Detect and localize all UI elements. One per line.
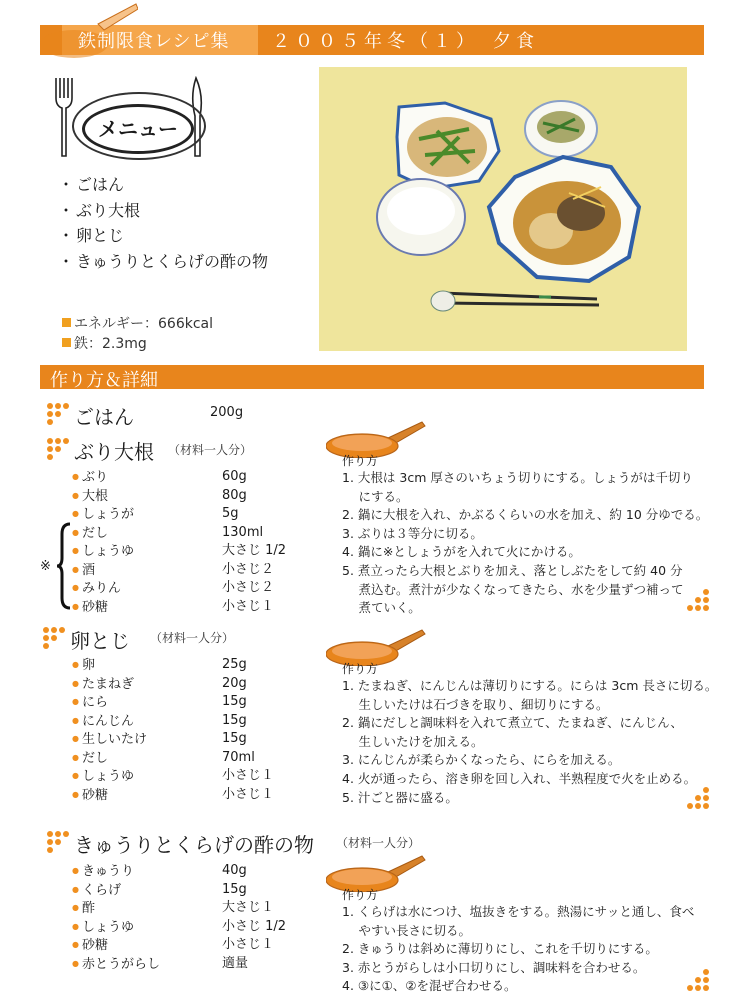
ingredient-name: ● みりん xyxy=(72,579,222,598)
rice-amount: 200g xyxy=(210,405,244,420)
menu-item: ・ ごはん xyxy=(58,172,268,198)
ingredient-row xyxy=(72,579,286,598)
meal-photo xyxy=(319,67,687,351)
ingredient-row xyxy=(72,918,286,937)
energy-text: エネルギー：666kcal xyxy=(74,316,213,332)
menu-list xyxy=(58,172,268,274)
orange-dots-icon xyxy=(686,968,710,992)
ingredient-row xyxy=(72,767,274,786)
sunomono-steps xyxy=(342,903,694,996)
ingredient-name: ● 赤とうがらし xyxy=(72,955,222,974)
tamago-title: 卵とじ xyxy=(70,629,130,653)
ingredient-name: ● 大根 xyxy=(72,487,222,506)
tamago-note: （材料一人分） xyxy=(150,631,235,645)
ingredient-name: ● 砂糖 xyxy=(72,598,222,617)
ingredient-name: ● だし xyxy=(72,749,222,768)
ingredient-name: ● くらげ xyxy=(72,881,222,900)
ingredient-row xyxy=(72,862,286,881)
buri-note: （材料一人分） xyxy=(168,443,253,457)
ingredient-qty: 適量 xyxy=(222,955,249,971)
section-title: 作り方＆詳細 xyxy=(50,370,158,391)
step-line: 4. 鍋に※としょうがを入れて火にかける。 xyxy=(342,544,581,560)
ingredient-name: ● にら xyxy=(72,693,222,712)
ingredient-row xyxy=(72,524,286,543)
ingredient-name: ● きゅうり xyxy=(72,862,222,881)
step-line: 5. 汁ごと器に盛る。 xyxy=(342,789,458,805)
header-title: 鉄制限食レシピ集 xyxy=(78,31,230,52)
ingredient-name: ● 砂糖 xyxy=(72,936,222,955)
sunomono-note: （材料一人分） xyxy=(336,836,421,850)
rice-title: ごはん xyxy=(74,405,134,429)
fork-icon xyxy=(52,76,76,158)
ingredient-row xyxy=(72,730,274,749)
step-line: 4. ③に①、②を混ぜ合わせる。 xyxy=(342,978,517,994)
ingredient-qty: 小さじ１ xyxy=(222,937,275,952)
sunomono-ingredients xyxy=(72,862,286,973)
menu-item: ・ 卵とじ xyxy=(58,223,268,249)
step-line: 煮ていく。 xyxy=(342,600,421,616)
step-line: 3. にんじんが柔らかくなったら、にらを加える。 xyxy=(342,752,621,768)
ingredient-row xyxy=(72,675,274,694)
ingredient-row xyxy=(72,881,286,900)
seasoning-brace xyxy=(56,522,72,610)
buri-steps xyxy=(342,469,708,618)
seasoning-mark: ※ xyxy=(40,559,51,574)
ingredient-qty: 小さじ１ xyxy=(222,768,275,783)
ingredient-qty: 小さじ 1/2 xyxy=(222,918,287,934)
ingredient-qty: 15g xyxy=(222,881,247,897)
ingredient-name: ● ぶり xyxy=(72,468,222,487)
ingredient-row xyxy=(72,693,274,712)
ingredient-name: ● 酢 xyxy=(72,899,222,918)
step-line: 生しいたけを加える。 xyxy=(342,733,484,749)
header-subtitle: ２００５年冬（１） 夕食 xyxy=(272,31,539,52)
buri-title: ぶり大根 xyxy=(74,440,154,464)
orange-dots-icon xyxy=(46,437,70,461)
ingredient-name: ● にんじん xyxy=(72,712,222,731)
ingredient-qty: 15g xyxy=(222,731,247,746)
ingredient-qty: 130ml xyxy=(222,524,264,540)
ingredient-qty: 60g xyxy=(222,469,247,484)
ingredient-qty: 80g xyxy=(222,487,247,503)
menu-item: ・ きゅうりとくらげの酢の物 xyxy=(58,249,268,275)
orange-dots-icon xyxy=(46,402,70,426)
ingredient-name: ● しょうゆ xyxy=(72,918,222,937)
ingredient-qty: 大さじ 1/2 xyxy=(222,543,287,558)
step-line: 4. 火が通ったら、溶き卵を回し入れ、半熟程度で火を止める。 xyxy=(342,770,697,786)
step-line: 3. ぶりは３等分に切る。 xyxy=(342,525,483,541)
buri-ingredients xyxy=(72,468,286,616)
orange-dots-icon xyxy=(686,588,710,612)
tamago-steps xyxy=(342,677,717,807)
ingredient-name: ● 生しいたけ xyxy=(72,730,222,749)
ingredient-row xyxy=(72,561,286,580)
ingredient-qty: 小さじ２ xyxy=(222,561,275,577)
ingredient-qty: 20g xyxy=(222,675,247,691)
ingredient-name: ● しょうゆ xyxy=(72,767,222,786)
menu-item: ・ ぶり大根 xyxy=(58,198,268,224)
step-line: 3. 赤とうがらしは小口切りにし、調味料を合わせる。 xyxy=(342,959,646,975)
ingredient-row xyxy=(72,899,286,918)
menu-label: メニュー xyxy=(98,117,178,141)
energy-info xyxy=(62,313,213,333)
ingredient-name: ● 卵 xyxy=(72,656,222,675)
ingredient-name: ● しょうが xyxy=(72,505,222,524)
ingredient-row xyxy=(72,505,286,524)
step-line: やすい長さに切る。 xyxy=(342,922,471,938)
ingredient-name: ● だし xyxy=(72,524,222,543)
ingredient-row xyxy=(72,712,274,731)
orange-dots-icon xyxy=(42,626,66,650)
ingredient-qty: 70ml xyxy=(222,749,255,765)
method-label: 作り方 xyxy=(342,662,379,676)
ingredient-row xyxy=(72,468,286,487)
step-line: 2. きゅうりは斜めに薄切りにし、これを千切りにする。 xyxy=(342,941,658,957)
method-label: 作り方 xyxy=(342,454,379,468)
tamago-ingredients xyxy=(72,656,274,804)
sunomono-title: きゅうりとくらげの酢の物 xyxy=(74,833,314,857)
ingredient-qty: 小さじ１ xyxy=(222,598,275,614)
ingredient-row xyxy=(72,955,286,974)
ingredient-name: ● 砂糖 xyxy=(72,786,222,805)
ingredient-row xyxy=(72,542,286,561)
ingredient-qty: 25g xyxy=(222,657,247,672)
ingredient-name: ● 酒 xyxy=(72,561,222,580)
ingredient-qty: 15g xyxy=(222,712,247,728)
step-line: 生しいたけは石づきを取り、細切りにする。 xyxy=(342,696,609,712)
ingredient-qty: 15g xyxy=(222,694,247,709)
step-line: 2. 鍋に大根を入れ、かぶるくらいの水を加え、約 10 分ゆでる。 xyxy=(342,507,709,523)
iron-info xyxy=(62,333,147,353)
step-line: 5. 煮立ったら大根とぶりを加え、落としぶたをして約 40 分 xyxy=(342,562,683,578)
ingredient-qty: 小さじ２ xyxy=(222,580,275,595)
ingredient-qty: 40g xyxy=(222,863,247,878)
ingredient-row xyxy=(72,598,286,617)
method-label: 作り方 xyxy=(342,888,379,902)
orange-dots-icon xyxy=(686,786,710,810)
step-line: 1. 大根は 3cm 厚さのいちょう切りにする。しょうがは千切り xyxy=(342,470,693,485)
step-line: 煮込む。煮汁が少なくなってきたら、水を少量ずつ補って xyxy=(342,581,684,597)
orange-dots-icon xyxy=(46,830,70,854)
ingredient-qty: 大さじ１ xyxy=(222,900,275,915)
ingredient-qty: 小さじ１ xyxy=(222,786,275,802)
step-line: 1. くらげは水につけ、塩抜きをする。熱湯にサッと通し、食べ xyxy=(342,904,695,919)
ingredient-row xyxy=(72,786,274,805)
ingredient-row xyxy=(72,749,274,768)
ingredient-name: ● たまねぎ xyxy=(72,675,222,694)
step-line: 2. 鍋にだしと調味料を入れて煮立て、たまねぎ、にんじん、 xyxy=(342,715,683,731)
ingredient-row xyxy=(72,936,286,955)
ingredient-qty: 5g xyxy=(222,506,239,521)
ingredient-name: ● しょうゆ xyxy=(72,542,222,561)
ingredient-row xyxy=(72,656,274,675)
iron-text: 鉄：2.3mg xyxy=(74,336,147,352)
ingredient-row xyxy=(72,487,286,506)
step-line: にする。 xyxy=(342,488,409,504)
step-line: 1. たまねぎ、にんじんは薄切りにする。にらは 3cm 長さに切る。 xyxy=(342,678,718,693)
